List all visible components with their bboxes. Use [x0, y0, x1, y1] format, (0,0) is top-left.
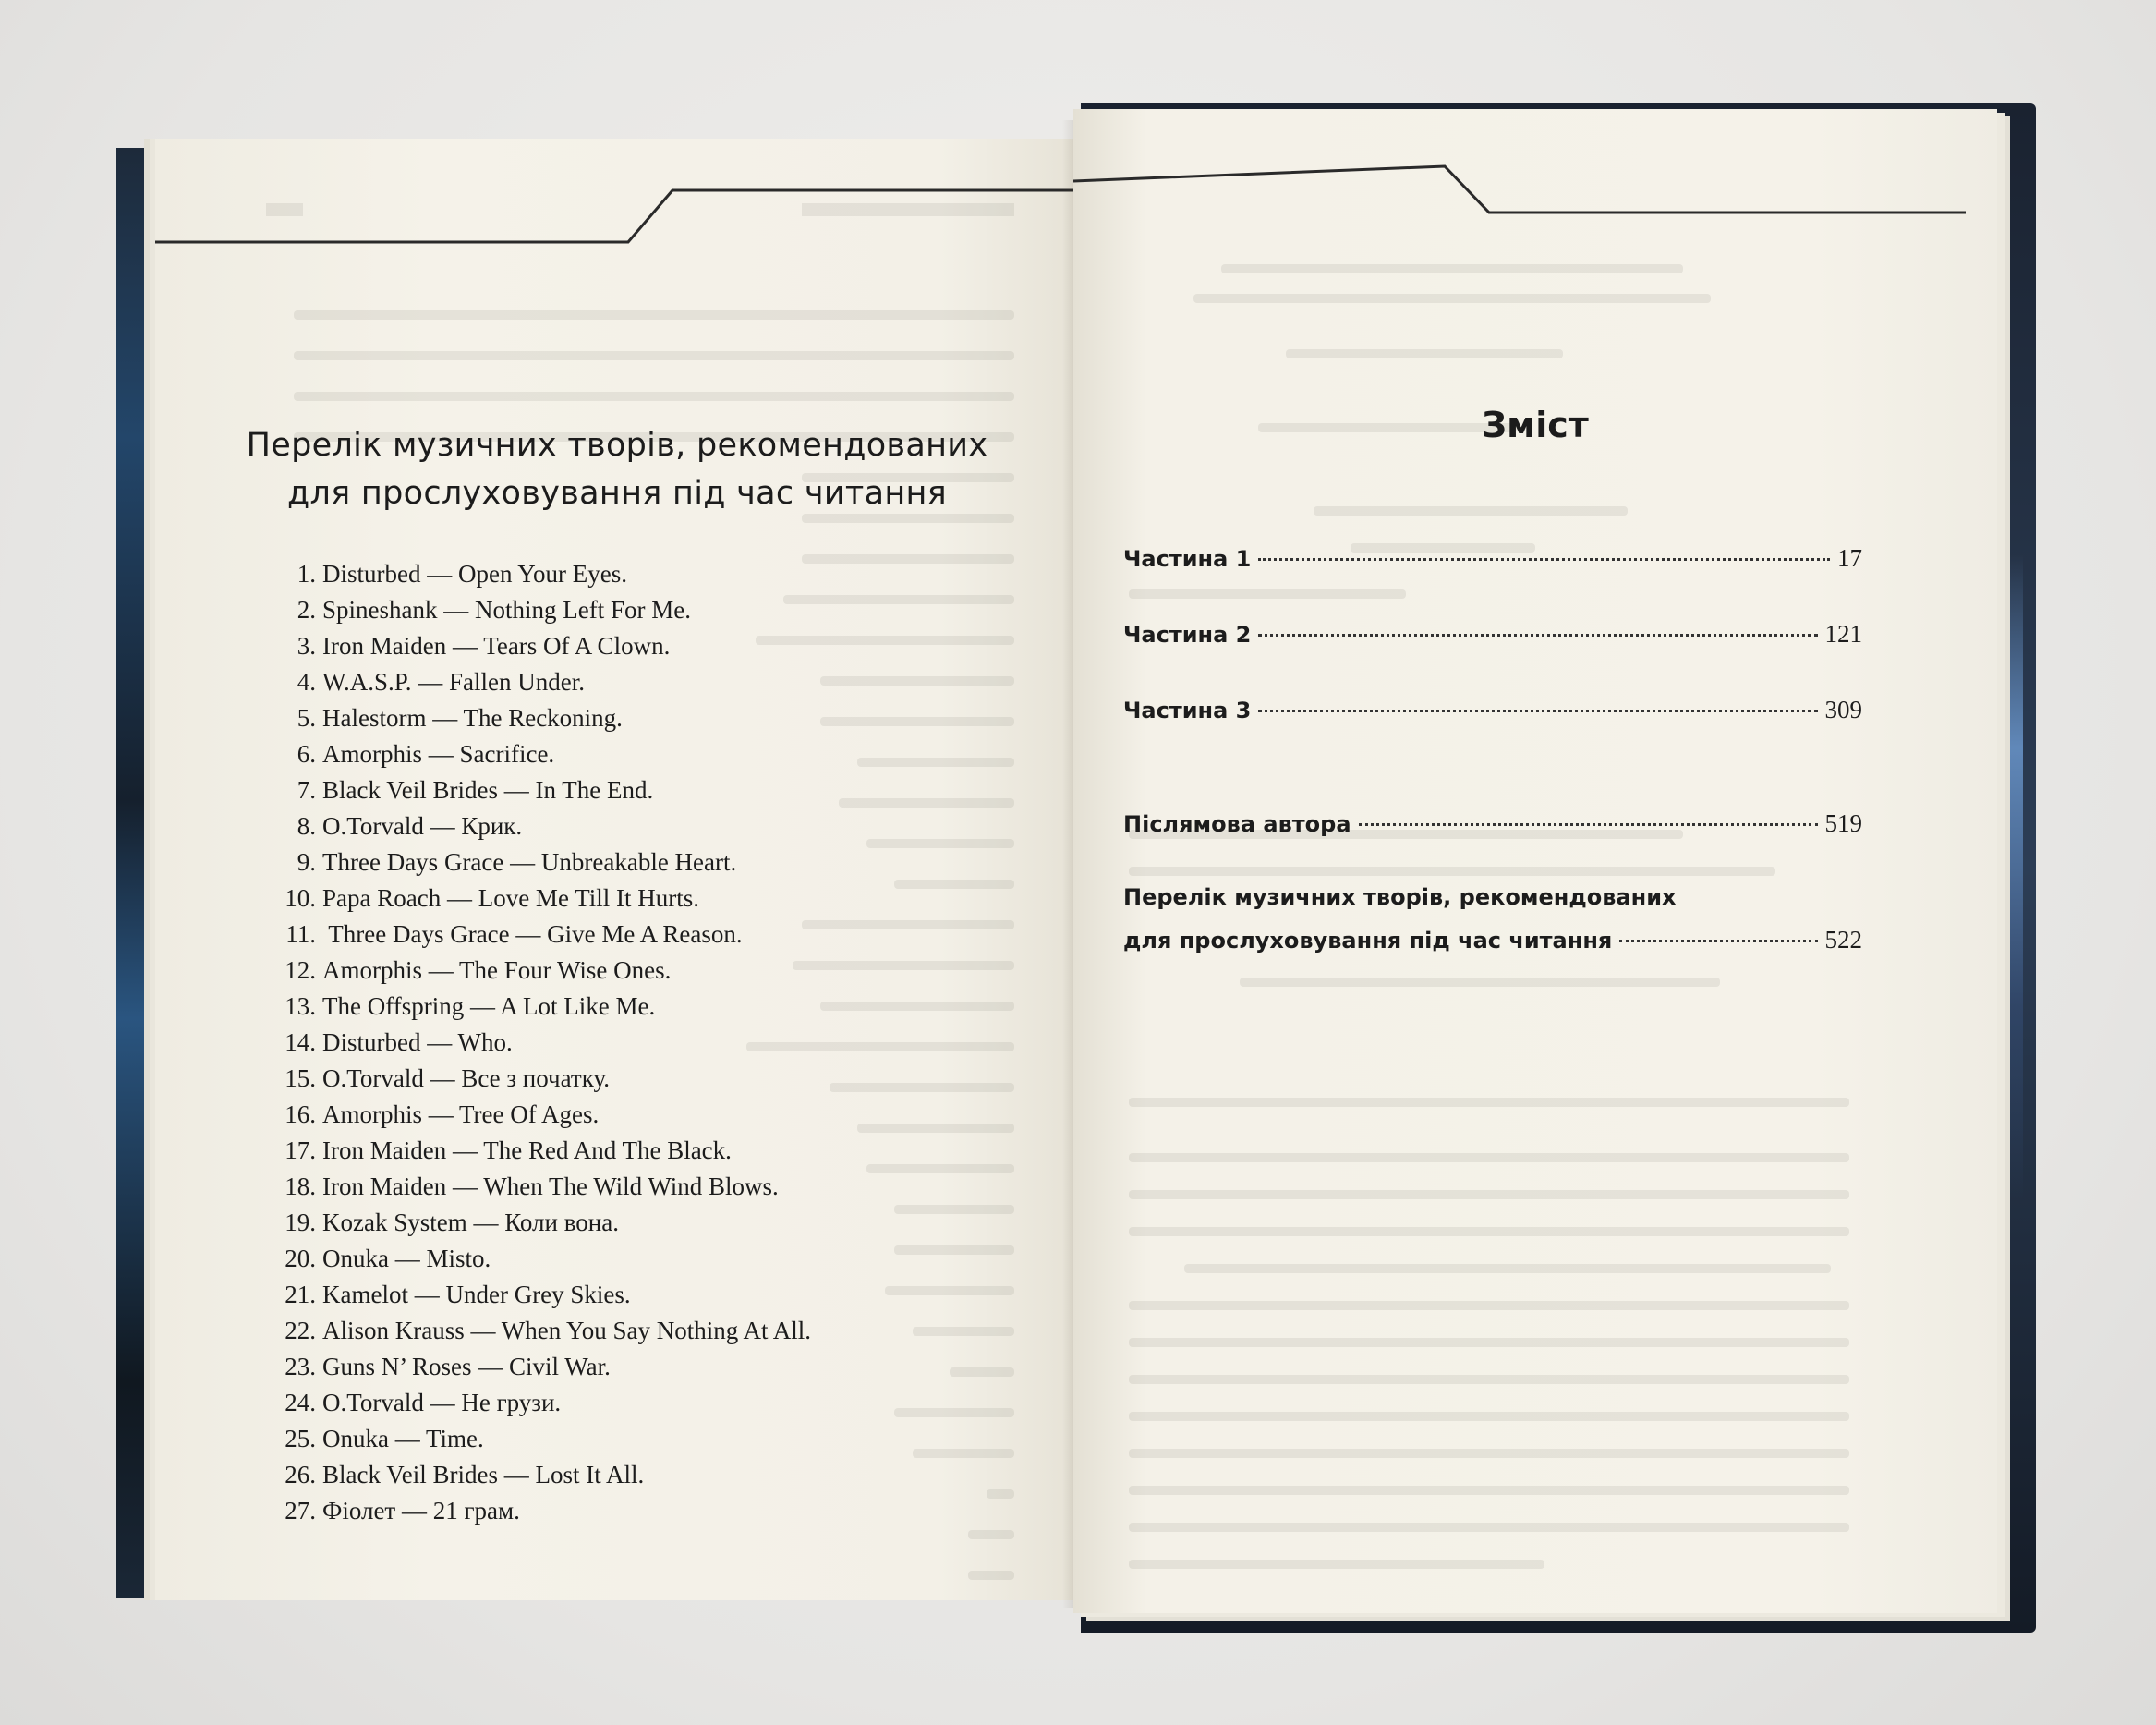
- toc-leader-dots: [1258, 558, 1830, 561]
- track-number: 2.: [297, 596, 316, 624]
- music-track-item: [275, 844, 811, 881]
- track-number: 11.: [285, 920, 316, 948]
- music-track-item: [275, 1169, 811, 1205]
- track-title: Amorphis — The Four Wise Ones.: [322, 956, 672, 984]
- track-number: 24.: [285, 1389, 316, 1416]
- track-title: Black Veil Brides — Lost It All.: [322, 1461, 645, 1488]
- music-track-item: [275, 1457, 811, 1493]
- toc-entry-page: 519: [1824, 809, 1862, 837]
- music-track-item: [275, 1061, 811, 1097]
- toc-entry-part-1: [1123, 541, 1862, 576]
- track-number: 25.: [285, 1425, 316, 1452]
- toc-leader-dots: [1359, 823, 1818, 826]
- music-track-list: [275, 556, 811, 1529]
- right-page: [1073, 109, 1997, 1613]
- track-title: Guns N’ Roses — Civil War.: [322, 1353, 611, 1380]
- track-number: 21.: [285, 1281, 316, 1308]
- track-number: 20.: [285, 1245, 316, 1272]
- track-number: 4.: [297, 668, 316, 696]
- track-number: 1.: [297, 560, 316, 588]
- track-title: Disturbed — Who.: [322, 1028, 513, 1056]
- track-title: O.Torvald — Крик.: [322, 812, 523, 840]
- track-title: Three Days Grace — Unbreakable Heart.: [322, 848, 737, 876]
- toc-entry-part-2: [1123, 617, 1862, 651]
- track-title: Kamelot — Under Grey Skies.: [322, 1281, 631, 1308]
- toc-leader-dots: [1619, 940, 1817, 942]
- left-page-header-rule: [155, 139, 1079, 249]
- music-track-item: [275, 953, 811, 989]
- track-title: Spineshank — Nothing Left For Me.: [322, 596, 691, 624]
- track-number: 5.: [297, 704, 316, 732]
- right-page-header-rule: [1073, 109, 1997, 220]
- track-number: 3.: [297, 632, 316, 660]
- track-title: Disturbed — Open Your Eyes.: [322, 560, 627, 588]
- track-title: Iron Maiden — Tears Of A Clown.: [322, 632, 671, 660]
- music-track-item: [275, 917, 811, 953]
- music-track-item: [275, 989, 811, 1025]
- music-track-item: [275, 700, 811, 736]
- music-track-item: [275, 808, 811, 844]
- music-track-item: [275, 1241, 811, 1277]
- music-track-item: [275, 881, 811, 917]
- music-list-title-line1: Перелік музичних творів, рекомендованих: [246, 427, 988, 464]
- toc-entry-part-3: [1123, 693, 1862, 727]
- track-number: 14.: [285, 1028, 316, 1056]
- track-title: Amorphis — Tree Of Ages.: [322, 1100, 600, 1128]
- toc-entry-label: Частина 1: [1123, 546, 1252, 572]
- track-title: O.Torvald — Все з початку.: [322, 1064, 611, 1092]
- track-number: 16.: [285, 1100, 316, 1128]
- track-number: 22.: [285, 1317, 316, 1344]
- music-track-item: [275, 1205, 811, 1241]
- track-title: Onuka — Misto.: [322, 1245, 491, 1272]
- track-title: Alison Krauss — When You Say Nothing At All.: [322, 1317, 812, 1344]
- track-title: Iron Maiden — The Red And The Black.: [322, 1136, 732, 1164]
- left-page: [155, 139, 1079, 1600]
- music-track-item: [275, 1277, 811, 1313]
- music-track-item: [275, 592, 811, 628]
- track-title: O.Torvald — Не грузи.: [322, 1389, 562, 1416]
- music-track-item: [275, 556, 811, 592]
- track-title: Iron Maiden — When The Wild Wind Blows.: [322, 1172, 779, 1200]
- track-title: The Offspring — A Lot Like Me.: [322, 992, 656, 1020]
- music-track-item: [275, 1385, 811, 1421]
- toc-entry-page: 522: [1824, 926, 1862, 954]
- track-number: 7.: [297, 776, 316, 804]
- track-number: 19.: [285, 1209, 316, 1236]
- music-track-item: [275, 1025, 811, 1061]
- toc-entry-label: Післямова автора: [1123, 811, 1351, 837]
- toc-entry-label: Частина 3: [1123, 698, 1252, 723]
- track-number: 13.: [285, 992, 316, 1020]
- toc-entry-label-line2: для прослуховування під час читання: [1123, 928, 1613, 954]
- toc-entry-page: 309: [1824, 696, 1862, 723]
- music-track-item: [275, 664, 811, 700]
- track-number: 26.: [285, 1461, 316, 1488]
- music-list-title-line2: для прослуховування під час читання: [286, 475, 948, 512]
- track-number: 27.: [285, 1497, 316, 1525]
- track-number: 9.: [297, 848, 316, 876]
- track-title: Amorphis — Sacrifice.: [322, 740, 555, 768]
- track-title: Papa Roach — Love Me Till It Hurts.: [322, 884, 699, 912]
- music-track-item: [275, 1421, 811, 1457]
- track-title: Фіолет — 21 грам.: [322, 1497, 520, 1525]
- track-title: Onuka — Time.: [322, 1425, 484, 1452]
- track-title: W.A.S.P. — Fallen Under.: [322, 668, 586, 696]
- track-title: Three Days Grace — Give Me A Reason.: [322, 920, 743, 948]
- track-title: Halestorm — The Reckoning.: [322, 704, 623, 732]
- track-number: 8.: [297, 812, 316, 840]
- track-number: 18.: [285, 1172, 316, 1200]
- music-track-item: [275, 1349, 811, 1385]
- music-track-item: [275, 1133, 811, 1169]
- toc-entry-afterword: [1123, 807, 1862, 841]
- track-number: 6.: [297, 740, 316, 768]
- track-number: 23.: [285, 1353, 316, 1380]
- music-track-item: [275, 1493, 811, 1529]
- music-track-item: [275, 736, 811, 772]
- track-number: 10.: [285, 884, 316, 912]
- toc-leader-dots: [1258, 634, 1817, 637]
- music-track-item: [275, 628, 811, 664]
- track-title: Kozak System — Коли вона.: [322, 1209, 619, 1236]
- music-track-item: [275, 1313, 811, 1349]
- track-title: Black Veil Brides — In The End.: [322, 776, 654, 804]
- track-number: 12.: [285, 956, 316, 984]
- toc-entry-music-list: [1123, 876, 1862, 962]
- toc-leader-dots: [1258, 710, 1817, 712]
- track-number: 15.: [285, 1064, 316, 1092]
- track-number: 17.: [285, 1136, 316, 1164]
- toc-entry-label: Частина 2: [1123, 622, 1252, 648]
- toc-title: Зміст: [1482, 405, 1589, 445]
- music-list-title: [155, 421, 1079, 517]
- toc-entry-label-line1: Перелік музичних творів, рекомендованих: [1123, 884, 1677, 910]
- music-track-item: [275, 1097, 811, 1133]
- toc-entry-page: 17: [1837, 544, 1862, 572]
- toc-entry-page: 121: [1824, 620, 1862, 648]
- music-track-item: [275, 772, 811, 808]
